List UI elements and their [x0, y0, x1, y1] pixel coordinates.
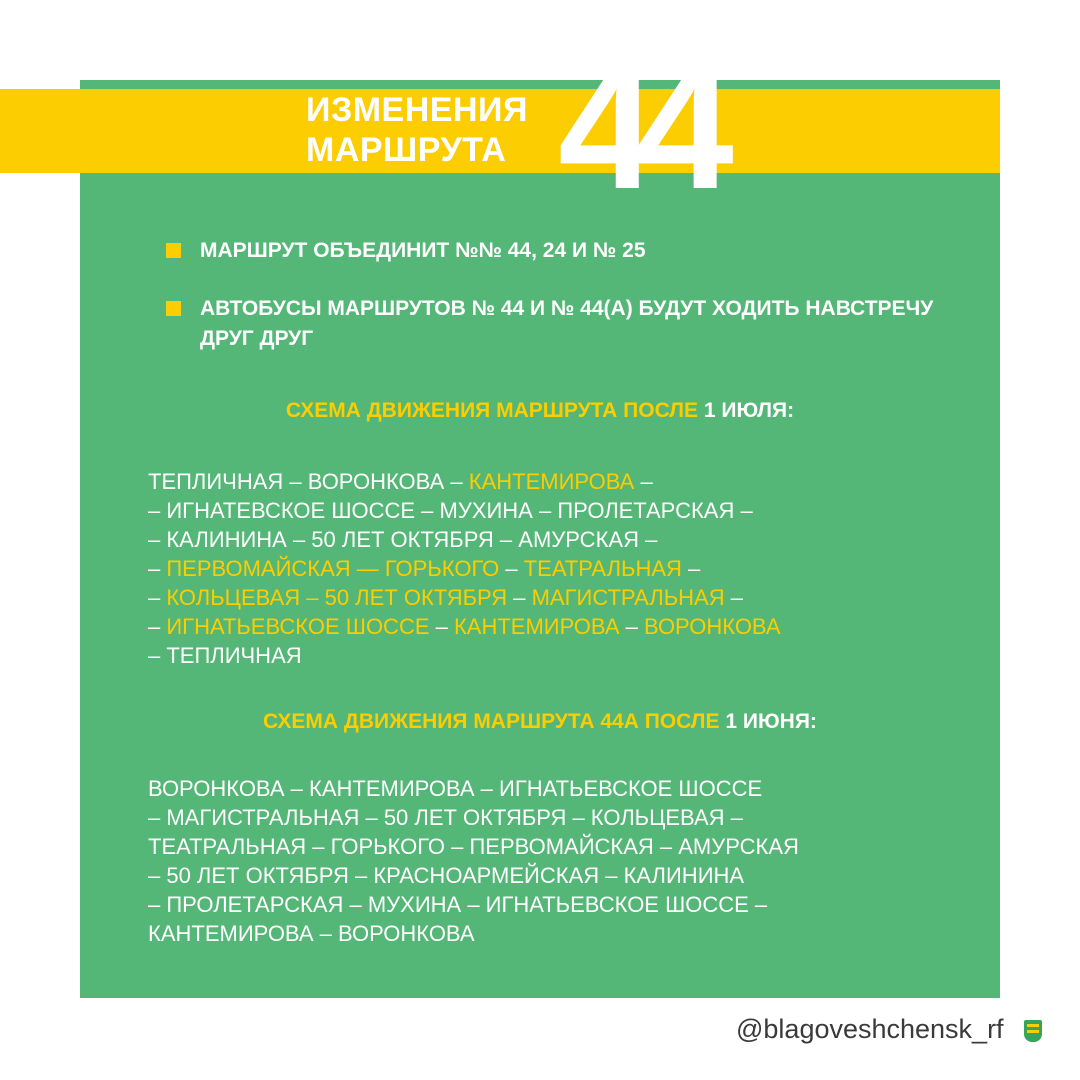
- route-line: [148, 525, 928, 554]
- route-segment: –: [148, 585, 167, 610]
- route-segment: –: [619, 614, 644, 639]
- route-segment: – КАЛИНИНА – 50 ЛЕТ ОКТЯБРЯ – АМУРСКАЯ –: [148, 527, 658, 552]
- route-line: [148, 467, 928, 496]
- route-line: [148, 496, 928, 525]
- route-line: КАНТЕМИРОВА – ВОРОНКОВА: [148, 921, 475, 946]
- scheme1-route-text: [148, 467, 928, 670]
- route-segment-highlighted: ТЕАТРАЛЬНАЯ: [523, 556, 682, 581]
- route-segment-highlighted: ВОРОНКОВА: [644, 614, 781, 639]
- route-line: [148, 554, 928, 583]
- route-segment: –: [507, 585, 532, 610]
- scheme1-heading-date: 1 ИЮЛЯ:: [703, 399, 795, 422]
- scheme2-heading: [80, 707, 1000, 737]
- bullet-text: МАРШРУТ ОБЪЕДИНИТ №№ 44, 24 И № 25: [200, 239, 646, 262]
- title-line-1: ИЗМЕНЕНИЯ: [306, 91, 528, 129]
- route-segment-highlighted: КАНТЕМИРОВА: [468, 469, 635, 494]
- route-segment-highlighted: КАНТЕМИРОВА: [453, 614, 620, 639]
- page-title: [306, 90, 528, 170]
- scheme1-heading-yellow: СХЕМА ДВИЖЕНИЯ МАРШРУТА ПОСЛЕ: [285, 399, 698, 422]
- route-segment: –: [681, 556, 701, 581]
- route-segment: –: [724, 585, 743, 610]
- route-segment-highlighted: ИГНАТЬЕВСКОЕ ШОССЕ: [166, 614, 430, 639]
- scheme1-heading: [80, 396, 1000, 426]
- route-line: [148, 612, 928, 641]
- title-line-2: МАРШРУТА: [306, 131, 507, 169]
- scheme2-heading-yellow: СХЕМА ДВИЖЕНИЯ МАРШРУТА 44А ПОСЛЕ: [263, 710, 720, 733]
- bullet-item: [166, 236, 966, 266]
- route-line: ТЕАТРАЛЬНАЯ – ГОРЬКОГО – ПЕРВОМАЙСКАЯ – АМУРСКАЯ: [148, 834, 799, 859]
- route-segment: –: [429, 614, 454, 639]
- bullet-square-icon: [166, 243, 181, 258]
- route-segment-highlighted: МАГИСТРАЛЬНАЯ: [531, 585, 725, 610]
- route-segment-highlighted: КОЛЬЦЕВАЯ – 50 ЛЕТ ОКТЯБРЯ: [166, 585, 508, 610]
- route-segment: –: [148, 556, 167, 581]
- route-segment: –: [499, 556, 524, 581]
- route-segment: – ИГНАТЕВСКОЕ ШОССЕ – МУХИНА – ПРОЛЕТАРСКАЯ –: [148, 498, 753, 523]
- route-segment: –: [634, 469, 653, 494]
- route-line: ВОРОНКОВА – КАНТЕМИРОВА – ИГНАТЬЕВСКОЕ ШОССЕ: [148, 776, 763, 801]
- route-segment: – ТЕПЛИЧНАЯ: [148, 643, 302, 668]
- route-line: – ПРОЛЕТАРСКАЯ – МУХИНА – ИГНАТЬЕВСКОЕ ШОССЕ –: [148, 892, 768, 917]
- route-line: [148, 583, 928, 612]
- route-number: 44: [558, 30, 714, 226]
- social-handle: @blagoveshchensk_rf: [736, 1014, 1004, 1044]
- city-coat-of-arms-icon: [1024, 1020, 1042, 1042]
- route-line: [148, 641, 928, 670]
- bullet-square-icon: [166, 301, 181, 316]
- bullet-item: [166, 294, 980, 354]
- scheme2-heading-date: 1 ИЮНЯ:: [725, 710, 817, 733]
- route-segment-highlighted: ПЕРВОМАЙСКАЯ — ГОРЬКОГО: [166, 556, 500, 581]
- route-line: – МАГИСТРАЛЬНАЯ – 50 ЛЕТ ОКТЯБРЯ – КОЛЬЦЕВАЯ –: [148, 805, 743, 830]
- route-segment: –: [148, 614, 167, 639]
- bullet-text: АВТОБУСЫ МАРШРУТОВ № 44 И № 44(А) БУДУТ ХОДИТЬ НАВСТРЕЧУ ДРУГ ДРУГ: [200, 297, 934, 350]
- bullet-list: [166, 236, 966, 382]
- route-segment: ТЕПЛИЧНАЯ – ВОРОНКОВА –: [148, 469, 469, 494]
- scheme2-route-text: [148, 774, 928, 948]
- route-line: – 50 ЛЕТ ОКТЯБРЯ – КРАСНОАРМЕЙСКАЯ – КАЛИНИНА: [148, 863, 745, 888]
